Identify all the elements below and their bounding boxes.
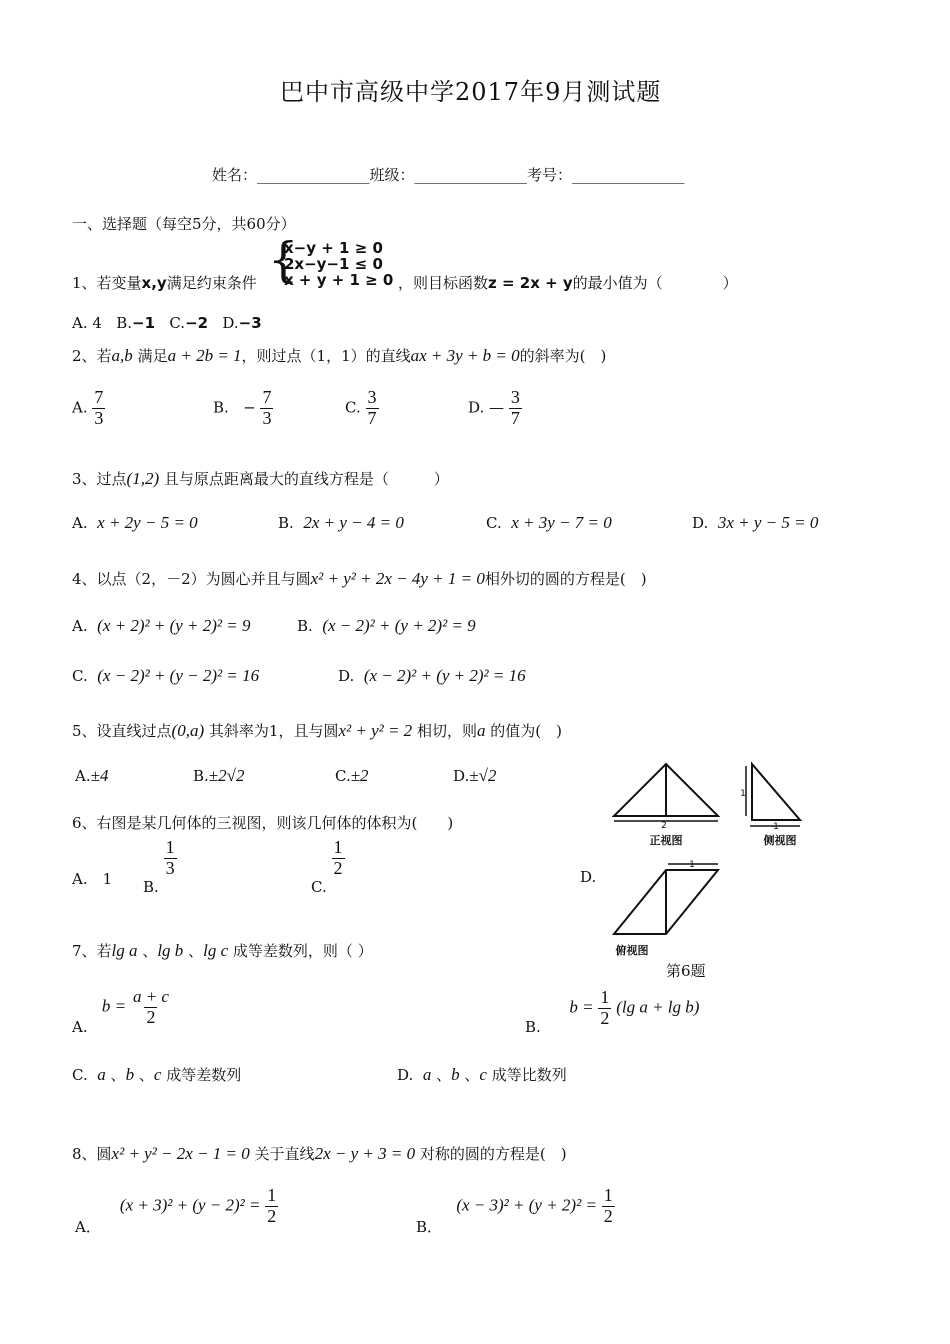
q8-b-label: B． <box>416 1218 443 1237</box>
q1-option-d-label: D. <box>222 314 239 332</box>
q7-b-fraction <box>598 988 611 1029</box>
q7-a-fraction <box>131 988 171 1027</box>
q7-option-a <box>72 987 171 1036</box>
q3-d-value: 3x + y − 5 = 0 <box>717 513 819 532</box>
front-dim-label: 2 <box>661 821 667 831</box>
q3-a-label: A. <box>72 514 88 532</box>
q7-d-label: D. <box>397 1066 414 1084</box>
var-c: c <box>479 1065 487 1084</box>
q2-option-a <box>72 388 105 429</box>
q7-a-lhs: b = <box>101 996 127 1016</box>
question-7 <box>72 940 373 961</box>
page-title: 巴中市高级中学2017年9月测试题 <box>280 78 662 106</box>
q8-a-label: A． <box>75 1218 101 1237</box>
q6-a-text: A. 1 <box>72 870 113 888</box>
side-dim-label: 1 <box>740 789 746 799</box>
q4-a-value: (x + 2)² + (y + 2)² = 9 <box>97 616 251 635</box>
top-view-label: 俯视图 <box>615 944 649 957</box>
constraint-1: x−y + 1 ≥ 0 <box>284 239 383 257</box>
q7-c-label: C. <box>72 1066 88 1084</box>
name-blank: _______________ <box>257 166 370 184</box>
q7-post: 成等差数列，则（ ） <box>232 942 373 960</box>
q2-b-label: B. <box>213 398 229 417</box>
q1-vars: x,y <box>141 274 167 292</box>
q7-lga: lg a <box>111 941 138 960</box>
q5-mid: 其斜率为1，且与圆 <box>208 722 339 740</box>
q2-a-fraction <box>92 388 105 429</box>
q2-ab: a,b <box>111 346 133 365</box>
q8-post: 对称的圆的方程是( ) <box>419 1145 567 1163</box>
q4-a-label: A. <box>72 617 88 635</box>
q3-a-value: x + 2y − 5 = 0 <box>97 513 198 532</box>
q8-pre: 8、圆 <box>72 1145 112 1163</box>
q4-b-label: B. <box>297 617 313 635</box>
q7-b-rhs: (lg a + lg b) <box>616 997 700 1017</box>
q5-point: (0,a) <box>171 721 205 740</box>
q8-a-fraction <box>265 1186 278 1227</box>
question-1 <box>72 272 257 293</box>
q3-option-d <box>692 513 818 533</box>
denominator: 2 <box>603 1205 613 1226</box>
q1-pre: 1、若变量 <box>72 274 142 292</box>
denominator: 3 <box>262 407 272 428</box>
q3-pre: 3、过点 <box>72 470 127 488</box>
q8-mid: 关于直线 <box>254 1145 315 1163</box>
q7-option-b <box>525 987 700 1037</box>
q4-d-value: (x − 2)² + (y + 2)² = 16 <box>363 666 526 685</box>
numerator: 1 <box>165 837 175 857</box>
q1-option-c: −2 <box>185 314 209 332</box>
q5-c-value: ±2 <box>350 766 369 785</box>
var-b: b <box>125 1065 135 1084</box>
q8-circle: x² + y² − 2x − 1 = 0 <box>111 1144 250 1163</box>
q3-d-label: D. <box>692 514 709 532</box>
brace-icon: { <box>268 232 299 288</box>
q5-a-label: A. <box>75 767 91 785</box>
q6-option-c <box>311 837 345 897</box>
q2-mid: 满足 <box>137 347 168 365</box>
q4-option-b <box>297 616 476 636</box>
minus-sign: — <box>489 398 505 417</box>
q1-option-b: −1 <box>132 314 156 332</box>
number-blank: _______________ <box>572 166 685 184</box>
front-view <box>614 764 718 821</box>
q5-a-value: ±4 <box>90 766 109 785</box>
question-3 <box>72 468 449 489</box>
q5-post: 的值为( ) <box>490 722 562 740</box>
q8-a-value: (x + 3)² + (y − 2)² = <box>119 1195 261 1215</box>
q4-circle: x² + y² + 2x − 4y + 1 = 0 <box>310 569 485 588</box>
numerator: 3 <box>510 387 520 407</box>
q2-d-fraction <box>509 388 522 429</box>
q4-option-c <box>72 666 259 686</box>
q7-option-d <box>397 1064 567 1085</box>
q1-post2: 的最小值为（ ） <box>572 274 738 292</box>
q2-post: 的斜率为( ) <box>519 347 607 365</box>
numerator: 1 <box>603 1185 613 1205</box>
q5-c-label: C. <box>335 767 351 785</box>
denominator: 2 <box>267 1205 277 1226</box>
q7-lgb: lg b <box>157 941 184 960</box>
var-a: a <box>422 1065 432 1084</box>
minus-sign: − <box>243 398 256 417</box>
q8-option-b <box>416 1185 615 1237</box>
q7-b-label: B. <box>525 1018 541 1037</box>
q1-constraints <box>284 240 393 288</box>
q6-c-label: C. <box>311 878 327 897</box>
q8-b-value: (x − 3)² + (y + 2)² = <box>456 1195 597 1215</box>
q1-option-b-label: B. <box>116 314 133 332</box>
q5-b-label: B. <box>193 767 209 785</box>
denominator: 2 <box>333 857 343 878</box>
class-blank: _______________ <box>414 166 528 184</box>
q2-mid2: ，则过点（1，1）的直线 <box>241 347 411 365</box>
q8-line: 2x − y + 3 = 0 <box>314 1144 416 1163</box>
numerator: 7 <box>94 387 104 407</box>
q2-line: ax + 3y + b = 0 <box>410 346 520 365</box>
q4-option-d <box>338 666 526 686</box>
q5-option-a <box>75 766 108 786</box>
q5-option-c <box>335 766 369 786</box>
q2-b-fraction <box>260 388 273 429</box>
q5-option-b <box>193 766 244 786</box>
q1-option-d: −3 <box>238 314 262 332</box>
side-view <box>746 764 800 826</box>
q6-option-b <box>143 837 177 897</box>
q5-mid2: 相切，则 <box>416 722 477 740</box>
q3-c-value: x + 3y − 7 = 0 <box>511 513 612 532</box>
number-label: 考号： <box>527 166 573 184</box>
separator: 、 <box>436 1066 452 1084</box>
q2-eq: a + 2b = 1 <box>167 346 242 365</box>
q2-option-b <box>213 388 273 429</box>
q2-option-d <box>468 388 522 429</box>
q3-point: (1,2) <box>126 469 160 488</box>
q4-c-label: C. <box>72 667 88 685</box>
denominator: 7 <box>510 407 520 428</box>
class-label: 班级： <box>369 166 415 184</box>
top-view <box>614 864 718 934</box>
numerator: 7 <box>262 387 272 407</box>
front-view-label: 正视图 <box>649 834 683 847</box>
numerator: 1 <box>600 987 610 1007</box>
q2-d-label: D. <box>468 398 485 417</box>
q3-post: 且与原点距离最大的直线方程是（ ） <box>163 470 449 488</box>
separator: 、 <box>110 1066 126 1084</box>
constraint-2: 2x−y−1 ≤ 0 <box>284 255 383 273</box>
numerator: 1 <box>333 837 343 857</box>
q6-b-fraction <box>164 838 177 879</box>
numerator: a + c <box>132 987 169 1006</box>
q4-pre: 4、以点（2，－2）为圆心并且与圆 <box>72 570 311 588</box>
section-heading: 一、选择题（每空5分，共60分） <box>72 215 296 233</box>
separator: 、 <box>142 942 158 960</box>
var-b: b <box>451 1065 460 1084</box>
question-1-rest <box>398 272 738 293</box>
q7-c-text: 成等差数列 <box>166 1066 242 1084</box>
q4-post: 相外切的圆的方程是( ) <box>484 570 647 588</box>
q5-d-value: ±√2 <box>469 766 497 785</box>
q1-option-c-label: C. <box>169 314 186 332</box>
q4-b-value: (x − 2)² + (y + 2)² = 9 <box>322 616 476 635</box>
q6-option-d: D. <box>580 868 597 886</box>
separator: 、 <box>188 942 204 960</box>
q6-c-fraction <box>332 838 345 879</box>
q7-pre: 7、若 <box>72 942 112 960</box>
q2-a-label: A. <box>72 398 88 417</box>
q1-mid: 满足约束条件 <box>166 274 257 292</box>
denominator: 2 <box>146 1006 156 1027</box>
q7-a-label: A. <box>72 1017 88 1036</box>
side-view-label: 侧视图 <box>763 834 797 847</box>
question-8 <box>72 1143 567 1164</box>
question-6: 6、右图是某几何体的三视图，则该几何体的体积为( ) <box>72 814 454 832</box>
q4-c-value: (x − 2)² + (y − 2)² = 16 <box>97 666 260 685</box>
var-c: c <box>153 1065 162 1084</box>
denominator: 2 <box>600 1007 610 1028</box>
q3-b-value: 2x + y − 4 = 0 <box>303 513 404 532</box>
q8-option-a <box>75 1185 278 1237</box>
q2-option-c <box>345 388 379 429</box>
q2-c-fraction <box>366 388 379 429</box>
denominator: 3 <box>94 407 104 428</box>
side-width-label: 1 <box>773 822 779 832</box>
q8-b-fraction <box>602 1186 615 1227</box>
q5-pre: 5、设直线过点 <box>72 722 172 740</box>
q5-option-d <box>453 766 496 786</box>
q5-d-label: D. <box>453 767 470 785</box>
q2-pre: 2、若 <box>72 347 112 365</box>
q7-b-lhs: b = <box>569 997 594 1017</box>
q3-c-label: C. <box>486 514 502 532</box>
separator: 、 <box>138 1066 154 1084</box>
q4-d-label: D. <box>338 667 355 685</box>
q1-objective: z = 2x + y <box>488 274 573 292</box>
q6-option-a-label <box>72 868 112 889</box>
q4-option-a <box>72 616 250 636</box>
q2-c-label: C. <box>345 398 361 417</box>
name-label: 姓名： <box>212 166 258 184</box>
q1-post1: ，则目标函数 <box>398 274 489 292</box>
denominator: 3 <box>165 857 175 878</box>
q7-option-c <box>72 1064 241 1085</box>
question-4 <box>72 568 647 589</box>
q3-b-label: B. <box>278 514 294 532</box>
student-info <box>212 164 685 185</box>
q3-option-a <box>72 513 198 533</box>
q3-option-c <box>486 513 612 533</box>
q7-lgc: lg c <box>203 941 229 960</box>
figure-caption: 第6题 <box>666 962 706 980</box>
question-2 <box>72 345 606 366</box>
numerator: 1 <box>267 1185 277 1205</box>
q1-option-a: A. 4 <box>72 314 102 332</box>
constraint-3: x + y + 1 ≥ 0 <box>284 271 394 289</box>
q3-option-b <box>278 513 404 533</box>
separator: 、 <box>464 1066 480 1084</box>
q5-circle: x² + y² = 2 <box>338 721 413 740</box>
numerator: 3 <box>367 387 377 407</box>
top-dim-label: 1 <box>689 860 695 870</box>
q6-b-label: B. <box>143 878 159 897</box>
q5-var-a: a <box>476 721 486 740</box>
three-view-figure <box>600 758 840 980</box>
question-5 <box>72 720 562 741</box>
q1-options <box>72 314 262 332</box>
q7-d-text: 成等比数列 <box>491 1066 567 1084</box>
var-a: a <box>97 1065 106 1084</box>
denominator: 7 <box>367 407 377 428</box>
q5-b-value: ±2√2 <box>208 766 245 785</box>
